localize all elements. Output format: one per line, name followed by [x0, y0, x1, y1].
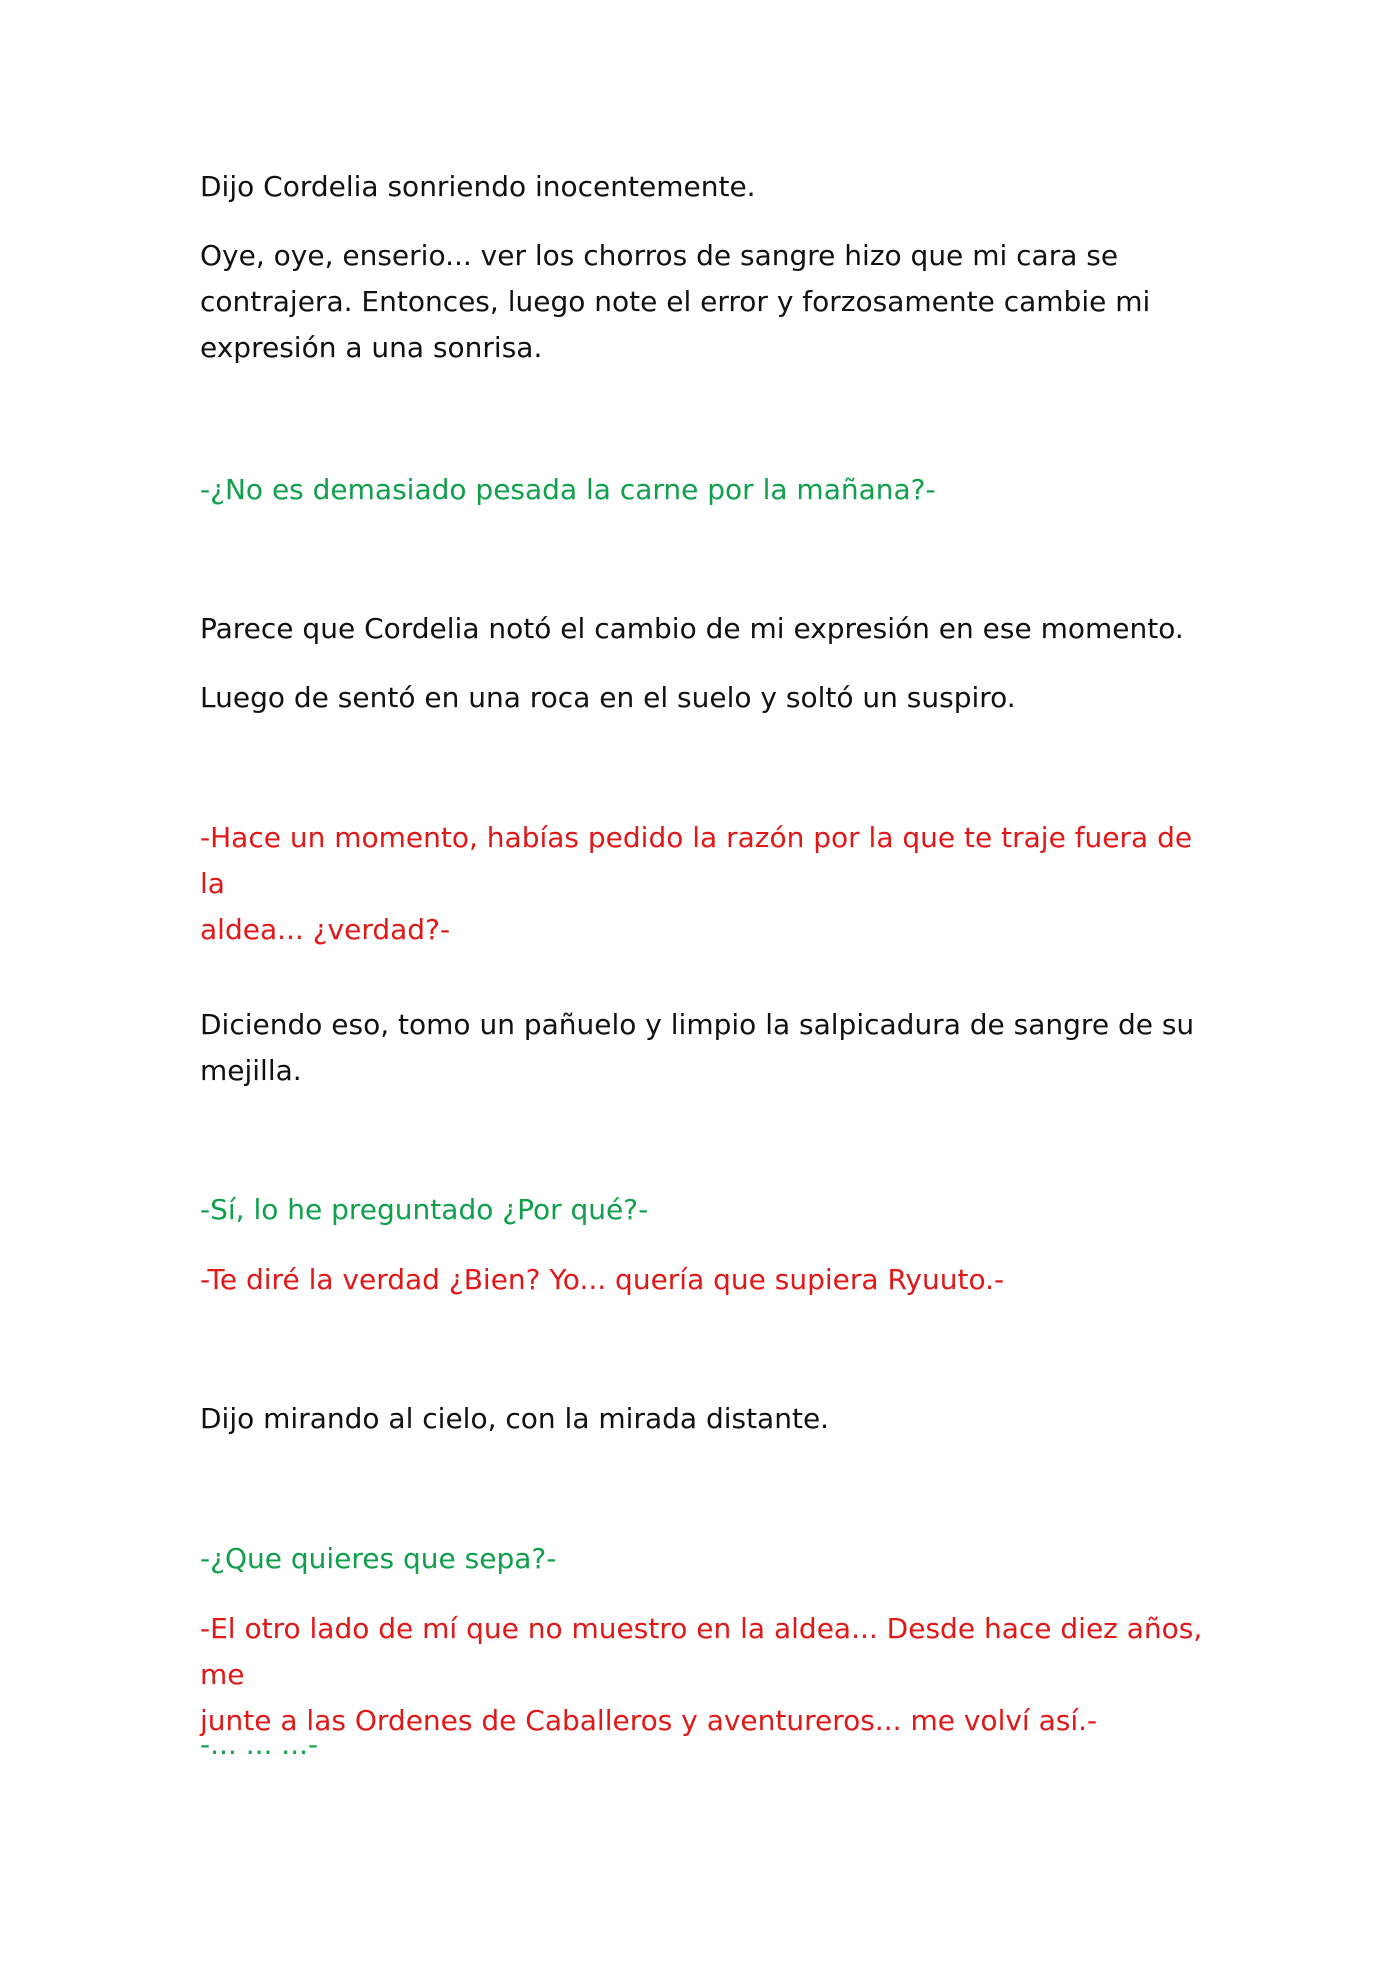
paragraph-narration-3: Parece que Cordelia notó el cambio de mi expresión en ese momento.	[200, 612, 1184, 645]
dialogue-green-3: -¿Que quieres que sepa?-	[200, 1542, 557, 1575]
line: contrajera. Entonces, luego note el error y forzosamente cambie mi	[200, 285, 1151, 318]
line: expresión a una sonrisa.	[200, 331, 543, 364]
paragraph-narration-4: Luego de sentó en una roca en el suelo y soltó un suspiro.	[200, 681, 1016, 714]
paragraph-narration-1: Dijo Cordelia sonriendo inocentemente.	[200, 170, 756, 203]
dialogue-green-2: -Sí, lo he preguntado ¿Por qué?-	[200, 1193, 649, 1226]
paragraph-narration-2	[200, 233, 1210, 371]
dialogue-green-4: -... ... ...-	[200, 1728, 319, 1761]
line: -El otro lado de mí que no muestro en la aldea... Desde hace diez años, me	[200, 1612, 1203, 1691]
paragraph-narration-6: Dijo mirando al cielo, con la mirada distante.	[200, 1402, 830, 1435]
line: Diciendo eso, tomo un pañuelo y limpio la salpicadura de sangre de su	[200, 1008, 1195, 1041]
line: aldea... ¿verdad?-	[200, 913, 451, 946]
dialogue-green-1: -¿No es demasiado pesada la carne por la mañana?-	[200, 473, 936, 506]
paragraph-narration-5	[200, 1002, 1210, 1094]
line: -Hace un momento, habías pedido la razón por la que te traje fuera de la	[200, 821, 1193, 900]
dialogue-red-1	[200, 815, 1210, 953]
line: junte a las Ordenes de Caballeros y aventureros... me volví así.-	[200, 1704, 1098, 1737]
line: Oye, oye, enserio... ver los chorros de sangre hizo que mi cara se	[200, 239, 1119, 272]
line: mejilla.	[200, 1054, 302, 1087]
dialogue-red-2: -Te diré la verdad ¿Bien? Yo... quería que supiera Ryuuto.-	[200, 1263, 1005, 1296]
